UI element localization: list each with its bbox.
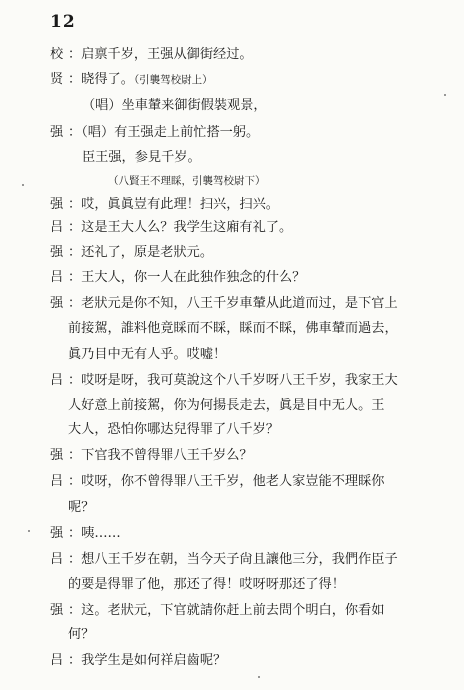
stage-direction: （八賢王不理睬，引襲驾校尉下） [108, 175, 266, 187]
line-text: ：下官我不曾得罪八王千岁么？ [68, 448, 253, 463]
speaker-label: 吕 [50, 653, 64, 668]
line-text: ：启禀千岁，王强从御街经过。 [68, 47, 253, 62]
line-text: 大人，恐怕你哪达兒得罪了八千岁？ [68, 422, 279, 437]
line-text: ：老狀元是你不知，八王千岁車輦从此道而过，是下官上 [68, 296, 398, 311]
script-line [50, 269, 305, 287]
speaker-label: 强 [50, 526, 64, 541]
line-text: ：还礼了，原是老狀元。 [68, 245, 214, 260]
script-line [68, 626, 94, 644]
line-text: ：（唱）有王强走上前忙搭一躬。 [68, 125, 260, 140]
script-line [50, 46, 253, 64]
speaker-label: 吕 [50, 373, 64, 388]
script-line [68, 421, 279, 439]
speaker-label: 吕 [50, 474, 64, 489]
speaker-label: 强 [50, 603, 64, 618]
scan-speck [258, 676, 260, 678]
page-number: 12 [50, 12, 76, 32]
script-line [50, 219, 292, 237]
speaker-label: 强 [50, 448, 64, 463]
script-line [50, 551, 398, 569]
line-text: 的要是得罪了他，那还了得！哎呀呀那还了得！ [68, 577, 345, 592]
script-line [50, 652, 226, 670]
line-text: ：哎，眞眞豈有此理！扫兴，扫兴。 [68, 197, 279, 212]
script-line [68, 576, 345, 594]
line-text: ：哎呀，你不曾得罪八王千岁，他老人家豈能不理睬你 [68, 474, 385, 489]
speaker-label: 校 [50, 47, 64, 62]
script-line [50, 473, 385, 491]
script-line [50, 196, 279, 214]
script-line [50, 295, 398, 313]
script-line [108, 172, 266, 190]
speaker-label: 吕 [50, 270, 64, 285]
script-line [50, 602, 385, 620]
script-line [68, 320, 398, 338]
speaker-label: 强 [50, 296, 64, 311]
script-line [82, 97, 267, 115]
speaker-label: 贤 [50, 72, 64, 87]
line-text: （唱）坐車輦来御街假裝观景， [82, 98, 267, 113]
line-text: 眞乃目中无有人乎。哎嘘！ [68, 347, 227, 362]
line-text: ：晓得了。 [68, 72, 134, 87]
scan-speck [28, 530, 30, 532]
speaker-label: 强 [50, 245, 64, 260]
speaker-label: 吕 [50, 552, 64, 567]
scan-speck [22, 184, 24, 186]
line-text: ：哎呀是呀，我可莫說这个八千岁呀八王千岁，我家王大 [68, 373, 398, 388]
script-line [50, 372, 398, 390]
line-text: ：这是王大人么？我学生这廂有礼了。 [68, 220, 293, 235]
line-text: ：想八王千岁在朝，当今天子尙且讓他三分，我們作臣子 [68, 552, 398, 567]
script-line [50, 244, 213, 262]
script-line [68, 397, 385, 415]
stage-direction: （引襲驾校尉上） [133, 74, 213, 86]
speaker-label: 强 [50, 197, 64, 212]
script-line [50, 124, 259, 142]
speaker-label: 强 [50, 125, 64, 140]
script-line [68, 499, 94, 517]
line-text: ：这。老狀元，下官就請你赶上前去問个明白，你看如 [68, 603, 385, 618]
scan-speck [444, 94, 446, 96]
line-text: 何？ [68, 627, 95, 642]
speaker-label: 吕 [50, 220, 64, 235]
line-text: ：咦…… [68, 526, 121, 541]
line-text: 臣王强，参見千岁。 [82, 150, 201, 165]
script-line [50, 71, 213, 89]
line-text: 人好意上前接駕，你为何揚長走去，眞是目中无人。王 [68, 398, 385, 413]
script-line [68, 346, 226, 364]
line-text: 前接駕，誰料他竟睬而不睬，睬而不睬，佛車輦而過去， [68, 321, 398, 336]
script-line [82, 149, 201, 167]
line-text: ：王大人，你一人在此独作独念的什么？ [68, 270, 306, 285]
line-text: ：我学生是如何祥启齒呢？ [68, 653, 227, 668]
line-text: 呢？ [68, 500, 95, 515]
script-line [50, 447, 253, 465]
script-line [50, 525, 121, 543]
